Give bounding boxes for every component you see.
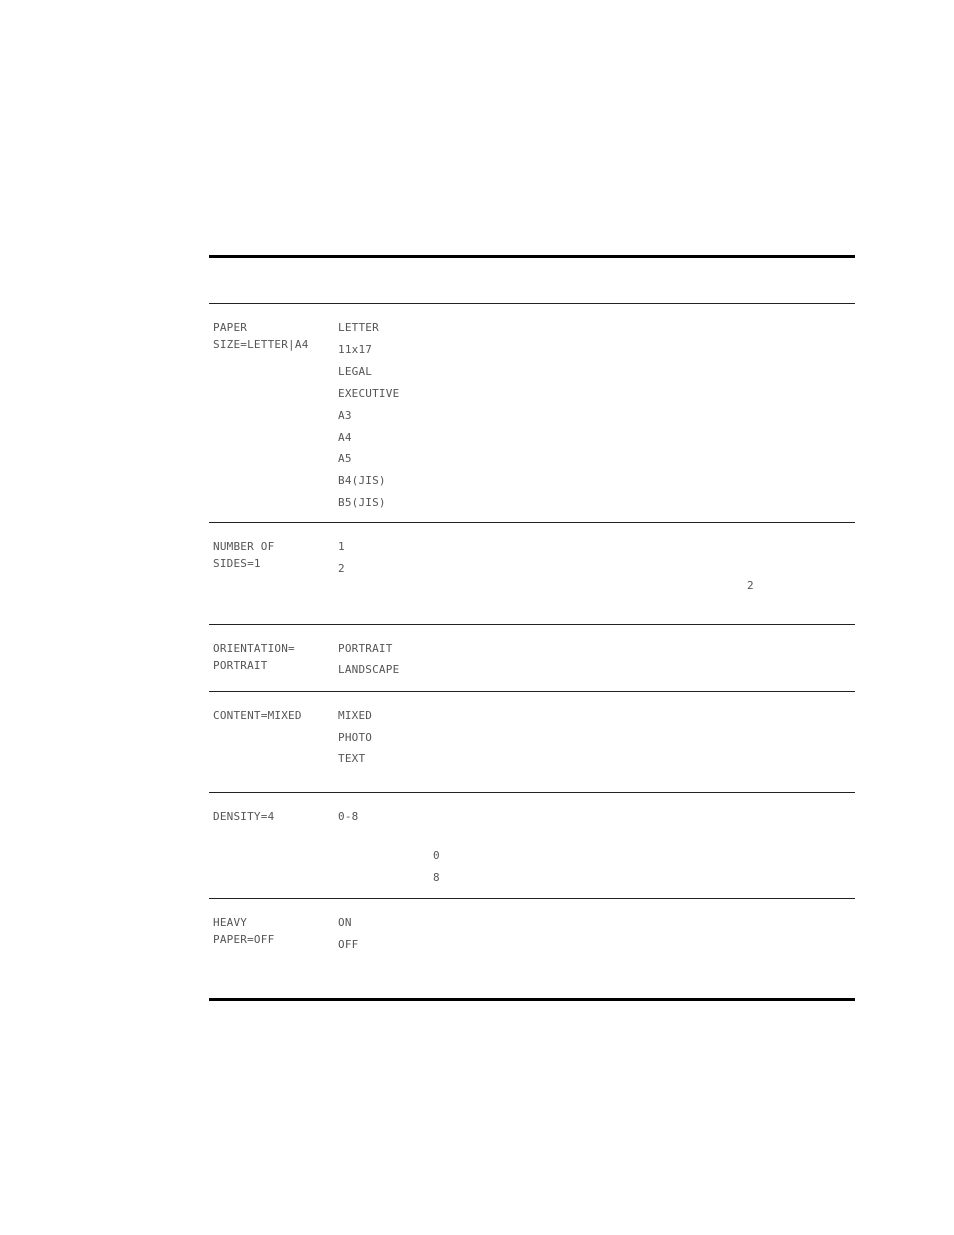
paper-size-value-b5jis: B5(JIS)	[338, 496, 386, 509]
content-value-text: TEXT	[338, 752, 366, 765]
row-orientation-item-line2: PORTRAIT	[213, 659, 268, 672]
row-content-item: CONTENT=MIXED	[213, 709, 302, 722]
settings-table	[209, 255, 855, 1002]
sides-note-2: 2	[747, 579, 754, 592]
row-paper-size-item-line2: SIZE=LETTER|A4	[213, 338, 309, 351]
paper-size-value-11x17: 11x17	[338, 343, 373, 356]
paper-size-value-legal: LEGAL	[338, 365, 373, 378]
paper-size-value-executive: EXECUTIVE	[338, 387, 400, 400]
row-heavy-paper-item-line2: PAPER=OFF	[213, 933, 275, 946]
sides-value-1: 1	[338, 540, 345, 553]
paper-size-value-letter: LETTER	[338, 321, 379, 334]
heavy-paper-value-on: ON	[338, 916, 352, 929]
heavy-paper-value-off: OFF	[338, 938, 359, 951]
row-paper-size-item-line1: PAPER	[213, 321, 248, 334]
density-value-range: 0-8	[338, 810, 359, 823]
content-value-mixed: MIXED	[338, 709, 373, 722]
table-top-rule	[209, 255, 855, 258]
row-divider	[209, 624, 855, 625]
density-sub-value-8: 8	[433, 871, 440, 884]
header-rule	[209, 303, 855, 304]
density-sub-value-0: 0	[433, 849, 440, 862]
row-sides-item-line2: SIDES=1	[213, 557, 261, 570]
row-heavy-paper-item-line1: HEAVY	[213, 916, 248, 929]
row-orientation-item-line1: ORIENTATION=	[213, 642, 295, 655]
orientation-value-landscape: LANDSCAPE	[338, 663, 400, 676]
paper-size-value-b4jis: B4(JIS)	[338, 474, 386, 487]
row-density-item: DENSITY=4	[213, 810, 275, 823]
row-divider	[209, 522, 855, 523]
paper-size-value-a4: A4	[338, 431, 352, 444]
row-divider	[209, 898, 855, 899]
table-bottom-rule	[209, 998, 855, 1001]
content-value-photo: PHOTO	[338, 731, 373, 744]
orientation-value-portrait: PORTRAIT	[338, 642, 393, 655]
paper-size-value-a3: A3	[338, 409, 352, 422]
row-divider	[209, 691, 855, 692]
sides-value-2: 2	[338, 562, 345, 575]
row-sides-item-line1: NUMBER OF	[213, 540, 275, 553]
row-divider	[209, 792, 855, 793]
paper-size-value-a5: A5	[338, 452, 352, 465]
